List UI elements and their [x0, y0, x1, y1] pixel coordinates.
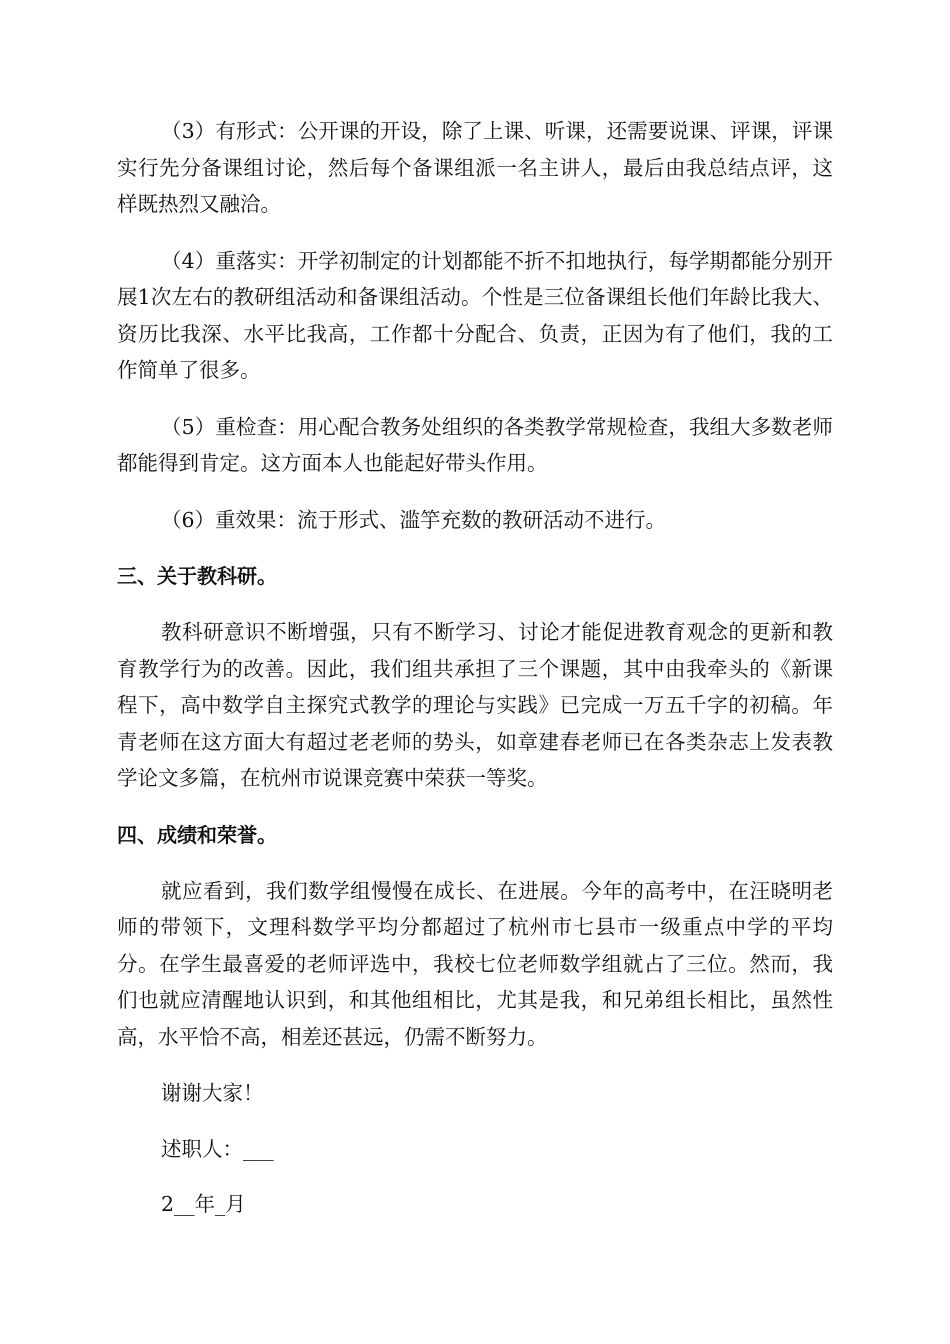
section-heading-achievements: 四、成绩和荣誉。 [117, 822, 277, 847]
paragraph-inspection: （5）重检查：用心配合教务处组织的各类教学常规检查，我组大多数老师都能得到肯定。这方面本人也能起好带头作用。 [117, 414, 833, 475]
date-line: 2__年_月 [161, 1192, 246, 1216]
signature-line: 述职人：___ [161, 1136, 274, 1161]
closing-thanks: 谢谢大家！ [161, 1081, 264, 1105]
paragraph-research: 教科研意识不断增强，只有不断学习、讨论才能促进教育观念的更新和教育教学行为的改善。因此，我们组共承担了三个课题，其中由我牵头的《新课程下，高中数学自主探究式教学的理论与实践》已完成一万五千字的初稿。年青老师在这方面大有超过老老师的势头，如章建春老师已在各类杂志上发表教学论文多篇，在杭州市说课竞赛中荣获一等奖。 [117, 620, 833, 790]
section-heading-research: 三、关于教科研。 [117, 564, 277, 588]
paragraph-implementation: （4）重落实：开学初制定的计划都能不折不扣地执行，每学期都能分别开展1次左右的教研组活动和备课组活动。个性是三位备课组长他们年龄比我大、资历比我深、水平比我高，工作都十分配合、负责，正因为有了他们，我的工作简单了很多。 [117, 248, 833, 382]
paragraph-effect: （6）重效果：流于形式、滥竽充数的教研活动不进行。 [161, 507, 667, 532]
paragraph-form: （3）有形式：公开课的开设，除了上课、听课，还需要说课、评课，评课实行先分备课组讨论，然后每个备课组派一名主讲人，最后由我总结点评，这样既热烈又融洽。 [117, 119, 833, 216]
document-body [117, 113, 833, 1223]
paragraph-achievements: 就应看到，我们数学组慢慢在成长、在进展。今年的高考中，在汪晓明老师的带领下，文理科数学平均分都超过了杭州市七县市一级重点中学的平均分。在学生最喜爱的老师评选中，我校七位老师数学组就占了三位。然而，我们也就应清醒地认识到，和其他组相比，尤其是我，和兄弟组长相比，虽然性高，水平恰不高，相差还甚远，仍需不断努力。 [117, 878, 833, 1049]
